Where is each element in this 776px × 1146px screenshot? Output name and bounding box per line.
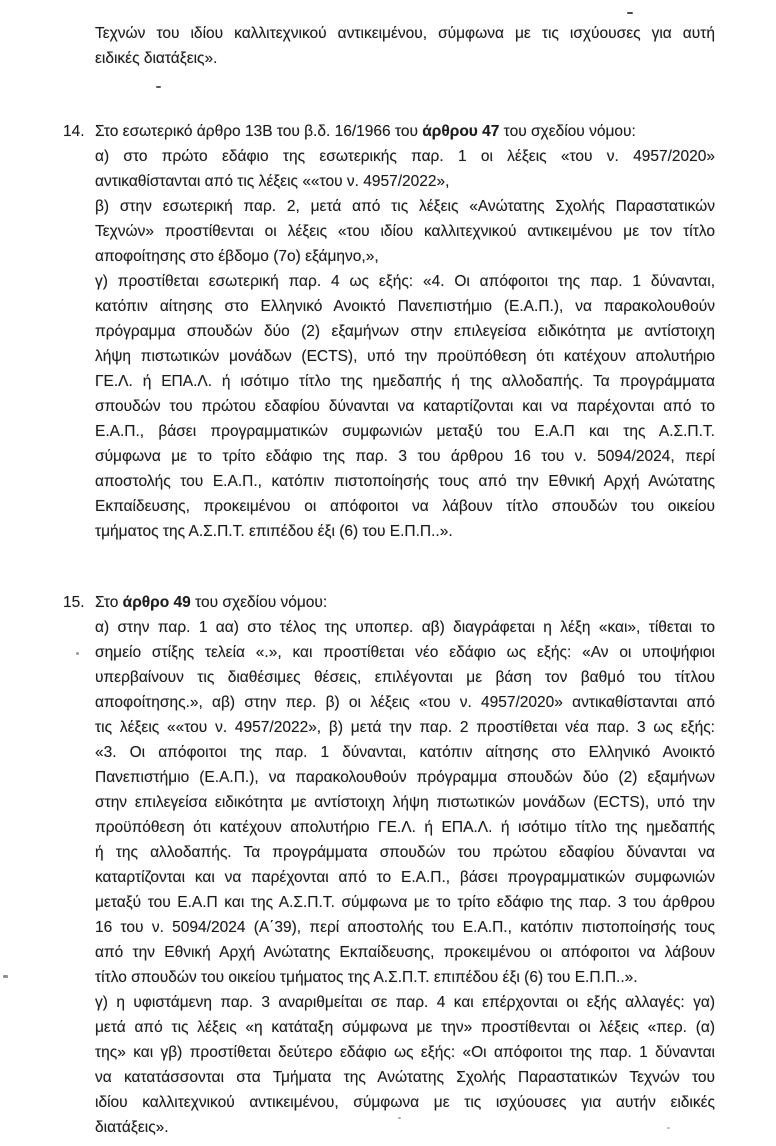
scan-speck <box>76 652 79 655</box>
item-heading <box>95 590 715 615</box>
text-line: ή της αλλοδαπής. Τα προγράμματα σπουδών του πρώτου εδαφίου δύνανται να <box>95 844 715 861</box>
text-line: 16 του ν. 5094/2024 (Α΄39), περί αποστολής του Ε.Α.Π., κατόπιν πιστοποίησής τους <box>95 919 715 936</box>
scan-speck <box>398 1117 401 1119</box>
item-heading <box>95 119 715 144</box>
scan-speck <box>156 86 161 88</box>
text-line: να κατατάσσονται στα Τμήματα της Ανώτατης Σχολής Παραστατικών Τεχνών του <box>95 1069 715 1086</box>
text-line: γ) προστίθεται εσωτερική παρ. 4 ως εξής: «4. Οι απόφοιτοι της παρ. 1 δύνανται, <box>95 273 715 290</box>
document-body <box>63 21 715 1140</box>
text-line: ειδικές διατάξεις». <box>95 50 218 67</box>
text-line: Τεχνών» προστίθενται οι λέξεις «του ιδίου καλλιτεχνικού αντικειμένου με τον τίτλο <box>95 223 715 240</box>
text-line: ιδίου καλλιτεχνικού αντικειμένου, σύμφωνα με τις ισχύουσες για αυτήν ειδικές <box>95 1094 715 1111</box>
scan-speck <box>627 12 633 14</box>
text-line: καταρτίζονται και να παρέχονται από το Ε.Α.Π., βάσει προγραμματικών συμφωνιών <box>95 869 715 886</box>
item-14-paragraph-a <box>95 144 715 194</box>
item-number: 14. <box>63 123 85 140</box>
text-line: τίτλο σπουδών του οικείου τμήματος της Α.Σ.Π.Τ. επιπέδου έξι (6) του Ε.Π.Π..». <box>95 969 638 986</box>
text-line: αποφοίτησης στο έβδομο (7ο) εξάμηνο,», <box>95 248 379 265</box>
text-line: Πανεπιστήμιο (Ε.Α.Π.), να παρακολουθούν πρόγραμμα σπουδών δύο (2) εξαμήνων <box>95 769 715 786</box>
text-line: Ε.Α.Π., βάσει προγραμματικών συμφωνιών μεταξύ του Ε.Α.Π και της Α.Σ.Π.Τ. <box>95 423 715 440</box>
text-line: «3. Οι απόφοιτοι της παρ. 1 δύνανται, κατόπιν αίτησης στο Ελληνικό Ανοικτό <box>95 744 715 761</box>
text-line: υπερβαίνουν τις διαθέσιμες θέσεις, επιλέγονται με βάση τον βαθμό του τίτλου <box>95 669 715 686</box>
scan-speck <box>667 1127 670 1129</box>
text-line: προϋπόθεση ότι κατέχουν απολυτήριο ΓΕ.Λ. ή ΕΠΑ.Λ. ή ισότιμο τίτλο της ημεδαπής <box>95 819 715 836</box>
item-15-paragraph-ab <box>95 615 715 990</box>
text-line: α) στην παρ. 1 αα) στο τέλος της υποπερ. αβ) διαγράφεται η λέξη «και», τίθεται το <box>95 619 715 636</box>
text-line: τμήματος της Α.Σ.Π.Τ. επιπέδου έξι (6) του Ε.Π.Π..». <box>95 523 453 540</box>
heading-bold-article-ref: άρθρου 47 <box>422 123 500 140</box>
text-line: διατάξεις». <box>95 1119 169 1136</box>
text-line: σημείο στίξης τελεία «.», και προστίθεται νέο εδάφιο ως εξής: «Αν οι υποψήφιοι <box>95 644 715 661</box>
text-line: α) στο πρώτο εδάφιο της εσωτερικής παρ. 1 οι λέξεις «του ν. 4957/2020» <box>95 148 715 165</box>
text-line: της» και γβ) προστίθεται δεύτερο εδάφιο ως εξής: «Οι απόφοιτοι της παρ. 1 δύνανται <box>95 1044 715 1061</box>
text-line: στην επιλεγείσα ειδικότητα με αντίστοιχη λήψη πιστωτικών μονάδων (ECTS), υπό την <box>95 794 715 811</box>
text-line: τις λέξεις ««του ν. 4957/2022», β) μετά την παρ. 2 προστίθεται νέα παρ. 3 ως εξής: <box>95 719 715 736</box>
intro-continuation-paragraph <box>95 21 715 71</box>
text-line: λήψη πιστωτικών μονάδων (ECTS), υπό την προϋπόθεση ότι κατέχουν απολυτήριο <box>95 348 715 365</box>
text-line: σύμφωνα με το τρίτο εδάφιο της παρ. 3 του άρθρου 16 του ν. 5094/2024, περί <box>95 448 715 465</box>
item-14-paragraph-b <box>95 194 715 269</box>
amendment-item-15 <box>63 590 715 1140</box>
item-15-paragraph-c <box>95 990 715 1140</box>
amendment-item-14 <box>63 119 715 544</box>
text-line: κατόπιν αίτησης στο Ελληνικό Ανοικτό Πανεπιστήμιο (Ε.Α.Π.), να παρακολουθούν <box>95 298 715 315</box>
item-number: 15. <box>63 594 85 611</box>
item-14-paragraph-c <box>95 269 715 544</box>
text-line: από την Εθνική Αρχή Ανώτατης Εκπαίδευσης, προκειμένου οι απόφοιτοι να λάβουν <box>95 944 715 961</box>
text-line: Τεχνών του ιδίου καλλιτεχνικού αντικειμένου, σύμφωνα με τις ισχύουσες για αυτή <box>95 25 715 42</box>
text-line: αντικαθίστανται από τις λέξεις ««του ν. 4957/2022», <box>95 173 450 190</box>
heading-text-suffix: του σχεδίου νόμου: <box>499 123 636 140</box>
text-line: αποστολής του Ε.Α.Π., κατόπιν πιστοποίησής τους από την Εθνική Αρχή Ανώτατης <box>95 473 715 490</box>
heading-text-prefix: Στο <box>95 594 123 611</box>
text-line: σπουδών του πρώτου εδαφίου δύνανται να καταρτίζονται και να παρέχονται από το <box>95 398 715 415</box>
text-line: ΓΕ.Λ. ή ΕΠΑ.Λ. ή ισότιμο τίτλο της ημεδαπής ή της αλλοδαπής. Τα προγράμματα <box>95 373 715 390</box>
text-line: αποφοίτησης.», αβ) στην περ. β) οι λέξεις «του ν. 4957/2020» αντικαθίστανται από <box>95 694 715 711</box>
scan-speck <box>3 975 8 978</box>
text-line: β) στην εσωτερική παρ. 2, μετά από τις λέξεις «Ανώτατης Σχολής Παραστατικών <box>95 198 715 215</box>
text-line: μετά από τις λέξεις «η κατάταξη σύμφωνα με την» προστίθενται οι λέξεις «περ. (α) <box>95 1019 715 1036</box>
heading-text-prefix: Στο εσωτερικό άρθρο 13Β του β.δ. 16/1966 του <box>95 123 423 140</box>
heading-bold-article-ref: άρθρο 49 <box>122 594 191 611</box>
text-line: γ) η υφιστάμενη παρ. 3 αναριθμείται σε παρ. 4 και επέρχονται οι εξής αλλαγές: γα) <box>95 994 715 1011</box>
text-line: μεταξύ του Ε.Α.Π και της Α.Σ.Π.Τ. σύμφωνα με το τρίτο εδάφιο της παρ. 3 του άρθρου <box>95 894 715 911</box>
text-line: πρόγραμμα σπουδών δύο (2) εξαμήνων στην επιλεγείσα ειδικότητα με αντίστοιχη <box>95 323 715 340</box>
heading-text-suffix: του σχεδίου νόμου: <box>190 594 328 611</box>
text-line: Εκπαίδευσης, προκειμένου οι απόφοιτοι να λάβουν τίτλο σπουδών του οικείου <box>95 498 715 515</box>
